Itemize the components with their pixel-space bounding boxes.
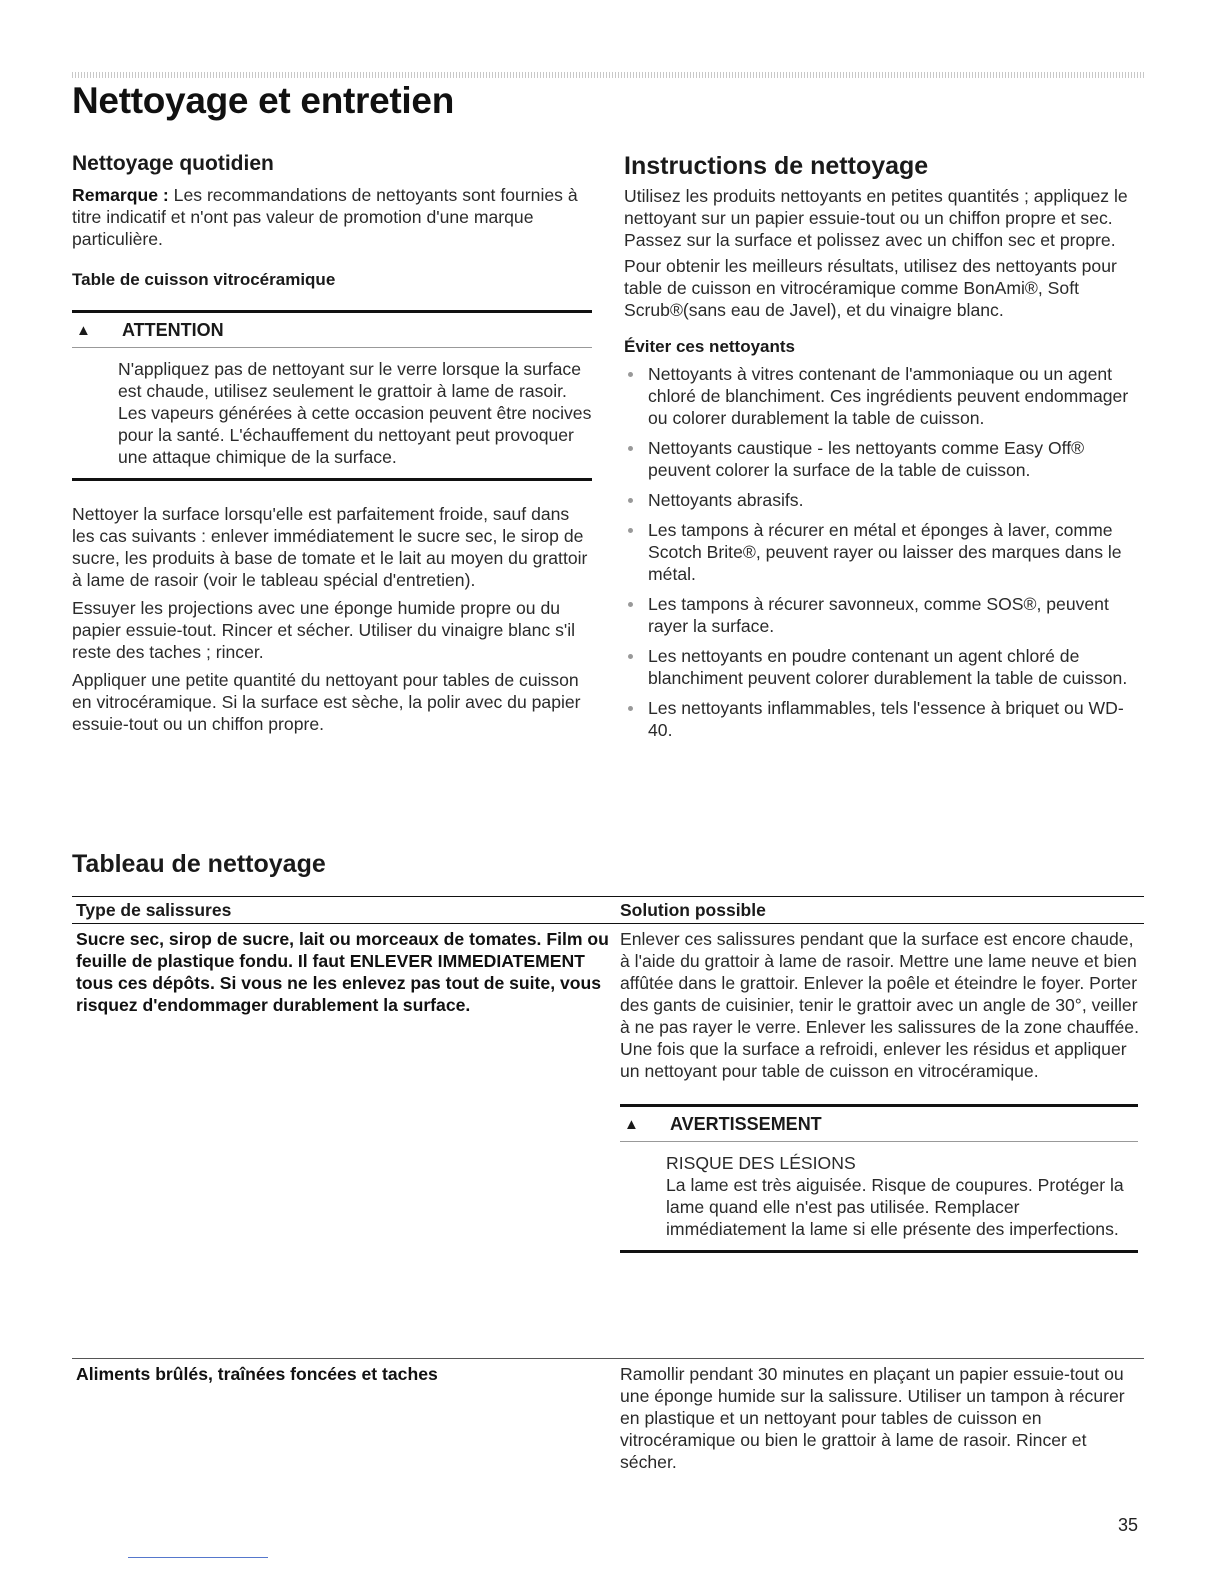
cleaning-table [72, 896, 1144, 1473]
left-paragraph-1: Nettoyer la surface lorsqu'elle est parfaitement froide, sauf dans les cas suivants : enlever immédiatement le sucre sec, le sirop de sucre, les produits à base de tomate et le lait au moyen du grattoir à lame de rasoir (voir le tableau spécial d'entretien). [72, 504, 588, 590]
soil-type-cell: Sucre sec, sirop de sucre, lait ou morceaux de tomates. Film ou feuille de plastique fondu. Il faut ENLEVER IMMEDIATEMENT tous ces dépôts. Si vous ne les enlevez pas tout de suite, vous risquez d'endommager durablement la surface. [76, 929, 609, 1015]
left-paragraph-3: Appliquer une petite quantité du nettoyant pour tables de cuisson en vitrocéramique. Si la surface est sèche, la polir avec du papier essuie-tout ou un chiffon propre. [72, 670, 581, 734]
table-row [72, 924, 1144, 1358]
remark-paragraph [72, 184, 592, 250]
section-heading-daily: Nettoyage quotidien [72, 152, 274, 175]
remark-text: Les recommandations de nettoyants sont fournies à titre indicatif et n'ont pas valeur de promotion d'une marque particulière. [72, 185, 578, 249]
attention-title: ATTENTION [122, 319, 224, 340]
page-number: 35 [1118, 1515, 1139, 1535]
left-paragraph-2: Essuyer les projections avec une éponge humide propre ou du papier essuie-tout. Rincer et sécher. Utiliser du vinaigre blanc s'il reste des taches ; rincer. [72, 598, 576, 662]
bullet-icon [628, 602, 633, 607]
warning-subtitle: RISQUE DES LÉSIONS [666, 1153, 856, 1173]
column-header-type: Type de salissures [76, 899, 232, 920]
list-item: Nettoyants à vitres contenant de l'ammoniaque ou un agent chloré de blanchiment. Ces ingrédients peuvent endommager ou colorer durablement la table de cuisson. [624, 363, 1148, 429]
table-header [72, 896, 1144, 924]
warning-box [620, 1104, 1138, 1253]
bullet-icon [628, 654, 633, 659]
solution-cell: Ramollir pendant 30 minutes en plaçant un papier essuie-tout ou une éponge humide sur la salissure. Utiliser un tampon à récurer en plastique et un nettoyant pour tables de cuisson en vitrocéramique ou bien le grattoir à lame de rasoir. Rincer et sécher. [620, 1364, 1125, 1472]
list-item: Les nettoyants inflammables, tels l'essence à briquet ou WD-40. [624, 697, 1148, 741]
left-column [72, 152, 592, 735]
avoid-heading: Éviter ces nettoyants [624, 337, 796, 356]
bullet-icon [628, 528, 633, 533]
list-item: Les nettoyants en poudre contenant un agent chloré de blanchiment peuvent colorer durablement la table de cuisson. [624, 645, 1148, 689]
footer-line [128, 1557, 268, 1558]
page-title: Nettoyage et entretien [72, 80, 454, 121]
attention-header [72, 313, 592, 348]
list-item: Nettoyants caustique - les nettoyants comme Easy Off® peuvent colorer la surface de la table de cuisson. [624, 437, 1148, 481]
subheading-vitroceramic: Table de cuisson vitrocéramique [72, 270, 336, 289]
warning-header [620, 1107, 1138, 1142]
list-item: Les tampons à récurer en métal et éponges à laver, comme Scotch Brite®, peuvent rayer ou laisser des marques dans le métal. [624, 519, 1148, 585]
right-paragraph-1: Utilisez les produits nettoyants en petites quantités ; appliquez le nettoyant sur un papier essuie-tout ou un chiffon propre et sec. Passez sur la surface et polissez avec un chiffon sec et propre. [624, 186, 1128, 250]
column-header-solution: Solution possible [620, 899, 766, 920]
bullet-icon [628, 446, 633, 451]
solution-cell: Enlever ces salissures pendant que la surface est encore chaude, à l'aide du grattoir à lame de rasoir. Mettre une lame neuve et bien affûtée dans le grattoir. Enlever la poêle et éteindre le foyer. Porter des gants de cuisinier, tenir le grattoir avec un angle de 30°, veiller à ne pas rayer le verre. Enlever les salissures de la zone chauffée. Une fois que la surface a refroidi, enlever les résidus et appliquer un nettoyant pour table de cuisson en vitrocéramique. [620, 929, 1139, 1081]
warning-title: AVERTISSEMENT [670, 1113, 822, 1134]
section-heading-instructions: Instructions de nettoyage [624, 152, 929, 180]
list-item: Les tampons à récurer savonneux, comme SOS®, peuvent rayer la surface. [624, 593, 1148, 637]
list-item: Nettoyants abrasifs. [624, 489, 1148, 511]
remark-label: Remarque : [72, 185, 169, 205]
bullet-icon [628, 706, 633, 711]
bullet-icon [628, 372, 633, 377]
table-title: Tableau de nettoyage [72, 850, 326, 878]
right-column [624, 152, 1148, 749]
warning-triangle-icon: ▲ [76, 321, 91, 339]
table-row [72, 1358, 1144, 1473]
attention-box [72, 310, 592, 481]
right-paragraph-2: Pour obtenir les meilleurs résultats, utilisez des nettoyants pour table de cuisson en vitrocéramique comme BonAmi®, Soft Scrub®(sans eau de Javel), et du vinaigre blanc. [624, 256, 1117, 320]
header-rule [72, 72, 1144, 78]
warning-body: La lame est très aiguisée. Risque de coupures. Protéger la lame quand elle n'est pas utilisée. Remplacer immédiatement la lame si elle présente des imperfections. [666, 1175, 1124, 1239]
warning-triangle-icon: ▲ [624, 1115, 639, 1133]
avoid-list [624, 363, 1148, 741]
bullet-icon [628, 498, 633, 503]
soil-type-cell: Aliments brûlés, traînées foncées et taches [76, 1364, 438, 1384]
attention-body: N'appliquez pas de nettoyant sur le verre lorsque la surface est chaude, utilisez seulement le grattoir à lame de rasoir. Les vapeurs générées à cette occasion peuvent être nocives pour la santé. L'échauffement du nettoyant peut provoquer une attaque chimique de la surface. [118, 359, 592, 467]
